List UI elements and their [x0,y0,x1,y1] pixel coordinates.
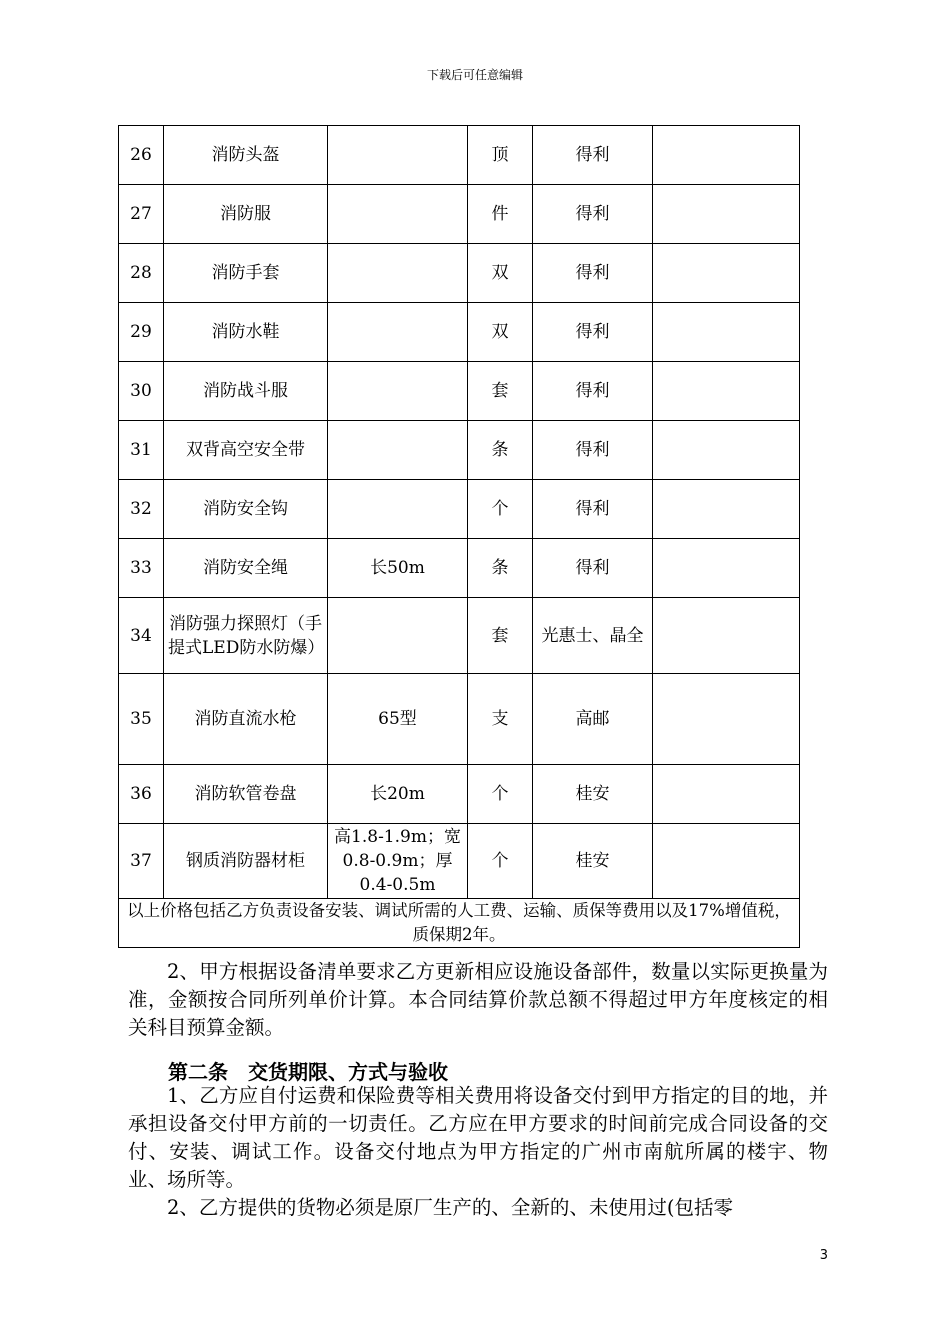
item-extra [653,126,800,185]
item-unit: 个 [468,480,533,539]
clause-1: 1、乙方应自付运费和保险费等相关费用将设备交付到甲方指定的目的地，并承担设备交付甲方前的一切责任。乙方应在甲方要求的时间前完成合同设备的交付、安装、调试工作。设备交付地点为甲方指定的广州市南航所属的楼宇、物业、场所等。 [128,1084,828,1191]
item-spec [328,480,468,539]
item-brand: 得利 [533,126,653,185]
item-name: 双背高空安全带 [164,421,328,480]
item-extra [653,303,800,362]
item-spec [328,303,468,362]
table-row [119,765,800,824]
item-extra [653,244,800,303]
item-extra [653,421,800,480]
item-brand: 桂安 [533,824,653,899]
item-extra [653,539,800,598]
table-row [119,126,800,185]
item-unit: 套 [468,598,533,674]
item-spec: 长50m [328,539,468,598]
table-row [119,303,800,362]
table-row [119,480,800,539]
section-heading: 第二条 交货期限、方式与验收 [168,1060,448,1084]
table-row [119,598,800,674]
item-extra [653,598,800,674]
clauses-block [128,1082,828,1222]
row-number: 33 [119,539,164,598]
clause-2: 2、乙方提供的货物必须是原厂生产的、全新的、未使用过(包括零 [167,1196,734,1219]
item-name: 消防服 [164,185,328,244]
item-unit: 条 [468,539,533,598]
row-number: 32 [119,480,164,539]
item-name: 消防战斗服 [164,362,328,421]
table-note-row [119,899,800,948]
table-row [119,824,800,899]
item-brand: 高邮 [533,674,653,765]
table-note: 以上价格包括乙方负责设备安装、调试所需的人工费、运输、质保等费用以及17%增值税，质保期2年。 [119,899,800,948]
item-name: 消防安全钩 [164,480,328,539]
equipment-table [118,125,800,948]
table-row [119,362,800,421]
row-number: 35 [119,674,164,765]
row-number: 36 [119,765,164,824]
item-brand: 得利 [533,362,653,421]
row-number: 28 [119,244,164,303]
table-row [119,539,800,598]
item-spec [328,421,468,480]
page-header: 下载后可任意编辑 [426,68,523,82]
item-brand: 光惠士、晶全 [533,598,653,674]
item-extra [653,765,800,824]
item-unit: 条 [468,421,533,480]
item-name: 消防直流水枪 [164,674,328,765]
item-name: 消防软管卷盘 [164,765,328,824]
row-number: 31 [119,421,164,480]
item-brand: 得利 [533,421,653,480]
table-row [119,674,800,765]
item-unit: 个 [468,765,533,824]
item-spec: 长20m [328,765,468,824]
item-extra [653,824,800,899]
table-row [119,244,800,303]
item-extra [653,480,800,539]
item-name: 钢质消防器材柜 [164,824,328,899]
row-number: 29 [119,303,164,362]
row-number: 30 [119,362,164,421]
item-unit: 套 [468,362,533,421]
paragraph-2: 2、甲方根据设备清单要求乙方更新相应设施设备部件，数量以实际更换量为准，金额按合同所列单价计算。本合同结算价款总额不得超过甲方年度核定的相关科目预算金额。 [128,960,828,1039]
item-unit: 顶 [468,126,533,185]
row-number: 27 [119,185,164,244]
item-spec [328,126,468,185]
item-spec [328,362,468,421]
row-number: 34 [119,598,164,674]
table-row [119,421,800,480]
item-name: 消防头盔 [164,126,328,185]
item-unit: 双 [468,244,533,303]
item-extra [653,185,800,244]
item-spec: 65型 [328,674,468,765]
item-name: 消防安全绳 [164,539,328,598]
item-brand: 得利 [533,539,653,598]
table-row [119,185,800,244]
item-brand: 得利 [533,303,653,362]
item-brand: 桂安 [533,765,653,824]
page-number: 3 [819,1248,828,1263]
item-spec [328,244,468,303]
item-unit: 件 [468,185,533,244]
item-spec: 高1.8-1.9m；宽0.8-0.9m；厚0.4-0.5m [328,824,468,899]
item-name: 消防强力探照灯（手提式LED防水防爆） [164,598,328,674]
item-name: 消防水鞋 [164,303,328,362]
item-unit: 支 [468,674,533,765]
item-brand: 得利 [533,480,653,539]
row-number: 26 [119,126,164,185]
item-name: 消防手套 [164,244,328,303]
row-number: 37 [119,824,164,899]
item-brand: 得利 [533,244,653,303]
item-unit: 个 [468,824,533,899]
item-extra [653,362,800,421]
item-extra [653,674,800,765]
paragraph-2-block [128,958,828,1042]
item-spec [328,598,468,674]
item-brand: 得利 [533,185,653,244]
item-unit: 双 [468,303,533,362]
item-spec [328,185,468,244]
